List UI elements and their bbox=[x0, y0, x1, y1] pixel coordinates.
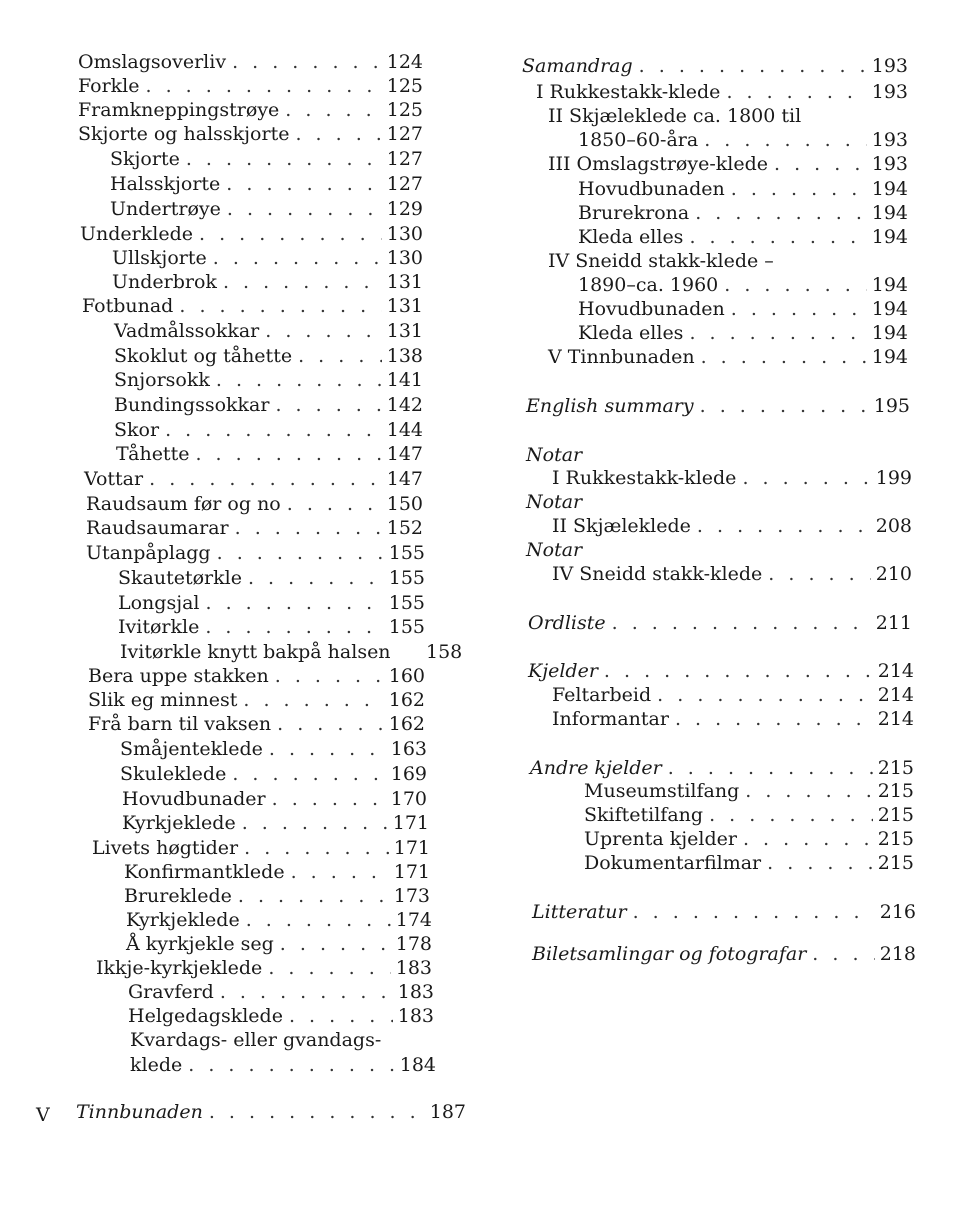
toc-entry-page: 174 bbox=[395, 909, 432, 931]
toc-entry-title: Gravferd bbox=[128, 981, 214, 1003]
toc-entry-livets-høgtider bbox=[92, 836, 430, 860]
dot-leader bbox=[242, 811, 388, 835]
toc-entry-title: Feltarbeid bbox=[552, 684, 652, 706]
dot-leader bbox=[277, 712, 384, 736]
toc-entry-konfirmantklede bbox=[124, 860, 430, 884]
dot-leader bbox=[206, 591, 384, 615]
toc-entry-ordliste bbox=[528, 611, 912, 635]
toc-entry-page: 124 bbox=[386, 51, 423, 73]
toc-entry-bera-uppe-stakken bbox=[88, 664, 425, 688]
dot-leader bbox=[223, 270, 382, 294]
toc-entry-title: Bundingssokkar bbox=[114, 394, 270, 416]
toc-entry-småjenteklede bbox=[120, 737, 427, 761]
toc-entry-title: English summary bbox=[526, 395, 694, 417]
dot-leader bbox=[269, 737, 386, 761]
toc-entry-title: I Rukkestakk-klede bbox=[536, 81, 721, 103]
toc-entry-title: Bera uppe stakken bbox=[88, 665, 269, 687]
dot-leader bbox=[188, 1053, 394, 1077]
toc-entry-title: Hovudbunaden bbox=[578, 178, 725, 200]
toc-entry-title: Dokumentarfilmar bbox=[584, 852, 762, 874]
dot-leader bbox=[639, 54, 867, 78]
toc-entry-title: Andre kjelder bbox=[530, 757, 662, 779]
toc-entry-page: 162 bbox=[388, 689, 425, 711]
toc-entry-title: Kvardags- eller gvandags- bbox=[130, 1029, 382, 1051]
toc-entry-title: Konfirmantklede bbox=[124, 861, 285, 883]
toc-entry-vottar bbox=[84, 467, 423, 491]
toc-entry-title: 1850–60-åra bbox=[578, 129, 699, 151]
chapter-entry bbox=[76, 1100, 466, 1124]
toc-entry-page: 171 bbox=[393, 837, 430, 859]
toc-entry-title: Notar bbox=[526, 491, 583, 513]
dot-leader bbox=[700, 394, 869, 418]
dot-leader bbox=[186, 147, 382, 171]
toc-entry-title: III Omslagstrøye-klede bbox=[548, 153, 769, 175]
toc-entry-title: Halsskjorte bbox=[110, 173, 221, 195]
dot-leader bbox=[767, 851, 873, 875]
toc-entry-page: 215 bbox=[877, 804, 914, 826]
toc-entry-ii-skjæleklede-ca-1800-til bbox=[548, 104, 801, 128]
toc-entry-page: 193 bbox=[871, 81, 908, 103]
toc-entry-page: 142 bbox=[386, 394, 423, 416]
toc-entry-fotbunad bbox=[82, 294, 423, 318]
toc-entry-page: 194 bbox=[871, 322, 908, 344]
toc-entry-title: IV Sneidd stakk-klede – bbox=[548, 250, 774, 272]
toc-entry-title: Ikkje-kyrkjeklede bbox=[96, 957, 263, 979]
toc-entry-helgedagsklede bbox=[128, 1004, 434, 1028]
toc-entry-page: 215 bbox=[877, 780, 914, 802]
toc-entry-title: Raudsaum før og no bbox=[86, 493, 281, 515]
toc-entry-title: Brurekrona bbox=[578, 202, 690, 224]
toc-entry-title: Skjorte og halsskjorte bbox=[78, 123, 290, 145]
dot-leader bbox=[287, 492, 382, 516]
toc-entry-page: 215 bbox=[877, 852, 914, 874]
toc-entry-i-rukkestakk-klede bbox=[552, 466, 912, 490]
toc-entry-page: 131 bbox=[386, 295, 423, 317]
toc-entry-raudsaum-før-og-no bbox=[86, 492, 423, 516]
toc-entry-page: 170 bbox=[390, 788, 427, 810]
dot-leader bbox=[268, 956, 390, 980]
dot-leader bbox=[146, 74, 382, 98]
dot-leader bbox=[291, 860, 389, 884]
toc-entry-page: 193 bbox=[871, 55, 908, 77]
toc-entry-skautetørkle bbox=[118, 566, 425, 590]
toc-entry-page: 194 bbox=[871, 202, 908, 224]
toc-entry-kjelder bbox=[528, 659, 914, 683]
toc-entry-kvardags-eller-gvandags bbox=[130, 1028, 381, 1052]
toc-entry-informantar bbox=[552, 707, 914, 731]
dot-leader bbox=[289, 1004, 393, 1028]
dot-leader bbox=[243, 688, 383, 712]
dot-leader bbox=[209, 1100, 425, 1124]
toc-entry-title: Helgedagsklede bbox=[128, 1005, 283, 1027]
dot-leader bbox=[265, 319, 381, 343]
toc-entry-page: 210 bbox=[875, 563, 912, 585]
toc-entry-page: 169 bbox=[390, 763, 427, 785]
dot-leader bbox=[227, 197, 382, 221]
toc-entry-title: Fotbunad bbox=[82, 295, 174, 317]
toc-entry-title: Å kyrkjekle seg bbox=[126, 933, 274, 955]
toc-entry-title: Uprenta kjelder bbox=[584, 828, 737, 850]
dot-leader bbox=[232, 50, 382, 74]
dot-leader bbox=[731, 177, 867, 201]
toc-entry-title: II Skjæleklede bbox=[552, 515, 691, 537]
dot-leader bbox=[238, 884, 389, 908]
toc-entry-kyrkjeklede bbox=[126, 908, 432, 932]
dot-leader bbox=[235, 516, 382, 540]
toc-entry-page: 127 bbox=[386, 123, 423, 145]
toc-entry-1890-ca-1960 bbox=[578, 273, 908, 297]
dot-leader bbox=[701, 345, 867, 369]
toc-entry-page: 194 bbox=[871, 298, 908, 320]
toc-entry-page: 183 bbox=[397, 1005, 434, 1027]
toc-entry-hovudbunaden bbox=[578, 177, 908, 201]
dot-leader bbox=[724, 273, 866, 297]
toc-entry-title: Ordliste bbox=[528, 612, 606, 634]
toc-entry-page: 173 bbox=[393, 885, 430, 907]
dot-leader bbox=[285, 98, 381, 122]
toc-entry-title: Kyrkjeklede bbox=[122, 812, 236, 834]
toc-entry-page: 144 bbox=[386, 419, 423, 441]
toc-entry-page: 183 bbox=[397, 981, 434, 1003]
toc-entry-title: Notar bbox=[526, 444, 583, 466]
toc-entry-forkle bbox=[78, 74, 423, 98]
toc-entry-page: 193 bbox=[871, 129, 908, 151]
dot-leader bbox=[165, 418, 382, 442]
toc-entry-title: Vadmålssokkar bbox=[114, 320, 260, 342]
toc-entry-title: Ivitørkle bbox=[118, 616, 200, 638]
toc-entry-hovudbunader bbox=[122, 787, 427, 811]
dot-leader bbox=[272, 787, 386, 811]
toc-entry-andre-kjelder bbox=[530, 756, 914, 780]
toc-entry-page: 194 bbox=[871, 274, 908, 296]
toc-entry-page: 214 bbox=[877, 708, 914, 730]
toc-entry-gravferd bbox=[128, 980, 434, 1004]
toc-entry-page: 194 bbox=[871, 178, 908, 200]
dot-leader bbox=[709, 803, 873, 827]
dot-leader bbox=[275, 664, 384, 688]
toc-entry-page: 218 bbox=[879, 943, 916, 965]
toc-entry-page: 199 bbox=[875, 467, 912, 489]
toc-entry-feltarbeid bbox=[552, 683, 914, 707]
toc-entry-tåhette bbox=[116, 442, 423, 466]
toc-entry-slik-eg-minnest bbox=[88, 688, 425, 712]
toc-entry-page: 155 bbox=[388, 542, 425, 564]
toc-entry-page: 214 bbox=[877, 660, 914, 682]
dot-leader bbox=[704, 128, 867, 152]
toc-entry-title: Småjenteklede bbox=[120, 738, 263, 760]
toc-entry-title: Raudsaumarar bbox=[86, 517, 229, 539]
dot-leader bbox=[220, 980, 393, 1004]
toc-entry-page: 194 bbox=[871, 346, 908, 368]
toc-entry-title: Kjelder bbox=[528, 660, 598, 682]
toc-entry-undertrøye bbox=[110, 197, 423, 221]
toc-entry-museumstilfang bbox=[584, 779, 914, 803]
toc-entry-uprenta-kjelder bbox=[584, 827, 914, 851]
toc-entry-frå-barn-til-vaksen bbox=[88, 712, 425, 736]
toc-entry-å-kyrkjekle-seg bbox=[126, 932, 432, 956]
dot-leader bbox=[244, 836, 389, 860]
toc-entry-dokumentarfilmar bbox=[584, 851, 914, 875]
toc-entry-page: 163 bbox=[390, 738, 427, 760]
toc-entry-page: 195 bbox=[873, 395, 910, 417]
dot-leader bbox=[217, 541, 384, 565]
toc-entry-page: 171 bbox=[393, 861, 430, 883]
toc-entry-skoklut-og-tåhette bbox=[114, 344, 423, 368]
dot-leader bbox=[604, 659, 873, 683]
toc-entry-title: Skuleklede bbox=[120, 763, 227, 785]
toc-entry-page: 208 bbox=[875, 515, 912, 537]
toc-entry-litteratur bbox=[532, 900, 916, 924]
toc-entry-page: 130 bbox=[386, 223, 423, 245]
toc-entry-page: 129 bbox=[386, 198, 423, 220]
toc-entry-ii-skjæleklede bbox=[552, 514, 912, 538]
dot-leader bbox=[246, 908, 391, 932]
toc-entry-title: Samandrag bbox=[522, 55, 633, 77]
toc-entry-page: 127 bbox=[386, 148, 423, 170]
toc-entry-page: 131 bbox=[386, 320, 423, 342]
toc-entry-ivitørkle bbox=[118, 615, 425, 639]
dot-leader bbox=[226, 172, 381, 196]
toc-entry-title: Kyrkjeklede bbox=[126, 909, 240, 931]
toc-entry-page: 131 bbox=[386, 271, 423, 293]
toc-entry-title: Kleda elles bbox=[578, 226, 684, 248]
toc-entry-page: 155 bbox=[388, 567, 425, 589]
toc-entry-title: Litteratur bbox=[532, 901, 627, 923]
toc-entry-title: Brureklede bbox=[124, 885, 232, 907]
dot-leader bbox=[298, 344, 382, 368]
toc-entry-title: V Tinnbunaden bbox=[548, 346, 695, 368]
dot-leader bbox=[295, 122, 381, 146]
toc-entry-title: Hovudbunaden bbox=[578, 298, 725, 320]
dot-leader bbox=[726, 80, 866, 104]
toc-entry-page: 214 bbox=[877, 684, 914, 706]
dot-leader bbox=[675, 707, 873, 731]
toc-entry-skiftetilfang bbox=[584, 803, 914, 827]
toc-entry-1850-60-åra bbox=[578, 128, 908, 152]
dot-leader bbox=[657, 683, 873, 707]
toc-entry-page: 125 bbox=[386, 99, 423, 121]
toc-entry-samandrag bbox=[522, 54, 908, 78]
toc-entry-page: 178 bbox=[395, 933, 432, 955]
toc-entry-title: Utanpåplagg bbox=[86, 542, 211, 564]
toc-entry-skor bbox=[114, 418, 423, 442]
toc-entry-iv-sneidd-stakk-klede bbox=[552, 562, 912, 586]
toc-entry-title: Underbrok bbox=[112, 271, 217, 293]
toc-entry-biletsamlingar-og-fotografar bbox=[532, 942, 916, 966]
toc-entry-notar bbox=[526, 538, 582, 562]
toc-entry-page: 183 bbox=[395, 957, 432, 979]
toc-entry-title: 1890–ca. 1960 bbox=[578, 274, 719, 296]
toc-entry-kleda-elles bbox=[578, 225, 908, 249]
toc-entry-page: 193 bbox=[871, 153, 908, 175]
toc-entry-page: 194 bbox=[871, 226, 908, 248]
dot-leader bbox=[697, 514, 871, 538]
dot-leader bbox=[668, 756, 873, 780]
toc-entry-brurekrona bbox=[578, 201, 908, 225]
toc-entry-bundingssokkar bbox=[114, 393, 423, 417]
dot-leader bbox=[195, 442, 381, 466]
toc-entry-kyrkjeklede bbox=[122, 811, 429, 835]
toc-entry-title: Undertrøye bbox=[110, 198, 221, 220]
toc-entry-title: Omslagsoverliv bbox=[78, 51, 227, 73]
toc-entry-page: 216 bbox=[879, 901, 916, 923]
toc-entry-title: klede bbox=[130, 1054, 183, 1076]
dot-leader bbox=[689, 225, 866, 249]
dot-leader bbox=[774, 152, 867, 176]
toc-entry-title: Framkneppingstrøye bbox=[78, 99, 280, 121]
toc-entry-page: 215 bbox=[877, 828, 914, 850]
dot-leader bbox=[768, 562, 870, 586]
toc-entry-title: Frå barn til vaksen bbox=[88, 713, 272, 735]
dot-leader bbox=[179, 294, 381, 318]
toc-entry-page: 147 bbox=[386, 468, 423, 490]
toc-entry-skjorte bbox=[110, 147, 423, 171]
toc-entry-english-summary bbox=[526, 394, 910, 418]
dot-leader bbox=[205, 615, 383, 639]
toc-entry-title: Livets høgtider bbox=[92, 837, 239, 859]
toc-entry-title: Skoklut og tåhette bbox=[114, 345, 293, 367]
toc-entry-title: Longsjal bbox=[118, 592, 200, 614]
dot-leader bbox=[248, 566, 384, 590]
dot-leader bbox=[280, 932, 391, 956]
dot-leader bbox=[216, 368, 382, 392]
dot-leader bbox=[612, 611, 871, 635]
toc-entry-title: Kleda elles bbox=[578, 322, 684, 344]
toc-entry-page: 150 bbox=[386, 493, 423, 515]
dot-leader bbox=[731, 297, 867, 321]
toc-entry-iii-omslagstrøye-klede bbox=[548, 152, 908, 176]
toc-entry-notar bbox=[526, 490, 582, 514]
toc-entry-page: 152 bbox=[386, 517, 423, 539]
toc-entry-title: Biletsamlingar og fotografar bbox=[532, 943, 807, 965]
toc-entry-utanpåplagg bbox=[86, 541, 425, 565]
toc-entry-notar bbox=[526, 443, 582, 467]
toc-entry-page: 184 bbox=[399, 1054, 436, 1076]
dot-leader bbox=[149, 467, 382, 491]
toc-entry-ullskjorte bbox=[112, 246, 423, 270]
toc-entry-ikkje-kyrkjeklede bbox=[96, 956, 432, 980]
dot-leader bbox=[742, 466, 870, 490]
dot-leader bbox=[199, 222, 382, 246]
toc-entry-v-tinnbunaden bbox=[548, 345, 908, 369]
chapter-page: 187 bbox=[429, 1101, 466, 1123]
toc-entry-title: Museumstilfang bbox=[584, 780, 740, 802]
toc-entry-page: 211 bbox=[875, 612, 912, 634]
toc-entry-title: Forkle bbox=[78, 75, 140, 97]
toc-entry-page: 127 bbox=[386, 173, 423, 195]
toc-entry-skuleklede bbox=[120, 762, 427, 786]
toc-entry-underbrok bbox=[112, 270, 423, 294]
toc-entry-vadmålssokkar bbox=[114, 319, 423, 343]
toc-entry-title: Skautetørkle bbox=[118, 567, 242, 589]
toc-entry-title: Ivitørkle knytt bakpå halsen bbox=[120, 641, 391, 663]
toc-entry-klede bbox=[130, 1053, 436, 1077]
toc-entry-page: 158 bbox=[426, 641, 463, 663]
toc-entry-title: Snjorsokk bbox=[114, 369, 210, 391]
toc-entry-page: 141 bbox=[386, 369, 423, 391]
dot-leader bbox=[213, 246, 382, 270]
toc-entry-framkneppingstrøye bbox=[78, 98, 423, 122]
chapter-numeral: V bbox=[36, 1104, 50, 1126]
toc-entry-title: Skiftetilfang bbox=[584, 804, 704, 826]
toc-entry-title: Notar bbox=[526, 539, 583, 561]
toc-entry-underklede bbox=[80, 222, 423, 246]
dot-leader bbox=[812, 942, 874, 966]
toc-entry-title: I Rukkestakk-klede bbox=[552, 467, 737, 489]
dot-leader bbox=[745, 779, 872, 803]
toc-entry-page: 215 bbox=[877, 757, 914, 779]
toc-entry-iv-sneidd-stakk-klede bbox=[548, 249, 774, 273]
toc-entry-page: 130 bbox=[386, 247, 423, 269]
toc-entry-omslagsoverliv bbox=[78, 50, 423, 74]
dot-leader bbox=[633, 900, 875, 924]
toc-entry-brureklede bbox=[124, 884, 430, 908]
toc-entry-snjorsokk bbox=[114, 368, 423, 392]
toc-entry-page: 162 bbox=[388, 713, 425, 735]
toc-entry-title: Ullskjorte bbox=[112, 247, 207, 269]
dot-leader bbox=[689, 321, 866, 345]
toc-entry-kleda-elles bbox=[578, 321, 908, 345]
toc-entry-page: 138 bbox=[386, 345, 423, 367]
toc-entry-longsjal bbox=[118, 591, 425, 615]
toc-entry-page: 147 bbox=[386, 443, 423, 465]
dot-leader bbox=[232, 762, 385, 786]
toc-entry-title: Slik eg minnest bbox=[88, 689, 238, 711]
toc-entry-title: Underklede bbox=[80, 223, 193, 245]
dot-leader bbox=[275, 393, 381, 417]
toc-entry-skjorte-og-halsskjorte bbox=[78, 122, 423, 146]
toc-entry-i-rukkestakk-klede bbox=[536, 80, 908, 104]
dot-leader bbox=[695, 201, 867, 225]
toc-entry-page: 171 bbox=[392, 812, 429, 834]
toc-entry-page: 160 bbox=[388, 665, 425, 687]
toc-entry-title: II Skjæleklede ca. 1800 til bbox=[548, 105, 802, 127]
toc-entry-title: Hovudbunader bbox=[122, 788, 266, 810]
dot-leader bbox=[743, 827, 873, 851]
toc-entry-page: 155 bbox=[388, 592, 425, 614]
chapter-title: Tinnbunaden bbox=[76, 1101, 203, 1123]
toc-entry-page: 125 bbox=[386, 75, 423, 97]
toc-entry-title: IV Sneidd stakk-klede bbox=[552, 563, 763, 585]
toc-entry-title: Tåhette bbox=[116, 443, 190, 465]
toc-entry-ivitørkle-knytt-bakpå-halsen bbox=[120, 640, 391, 664]
toc-entry-title: Skor bbox=[114, 419, 160, 441]
toc-entry-title: Skjorte bbox=[110, 148, 180, 170]
toc-entry-page: 155 bbox=[388, 616, 425, 638]
toc-entry-title: Informantar bbox=[552, 708, 669, 730]
toc-entry-title: Vottar bbox=[84, 468, 144, 490]
toc-entry-hovudbunaden bbox=[578, 297, 908, 321]
toc-entry-raudsaumarar bbox=[86, 516, 423, 540]
toc-entry-halsskjorte bbox=[110, 172, 423, 196]
